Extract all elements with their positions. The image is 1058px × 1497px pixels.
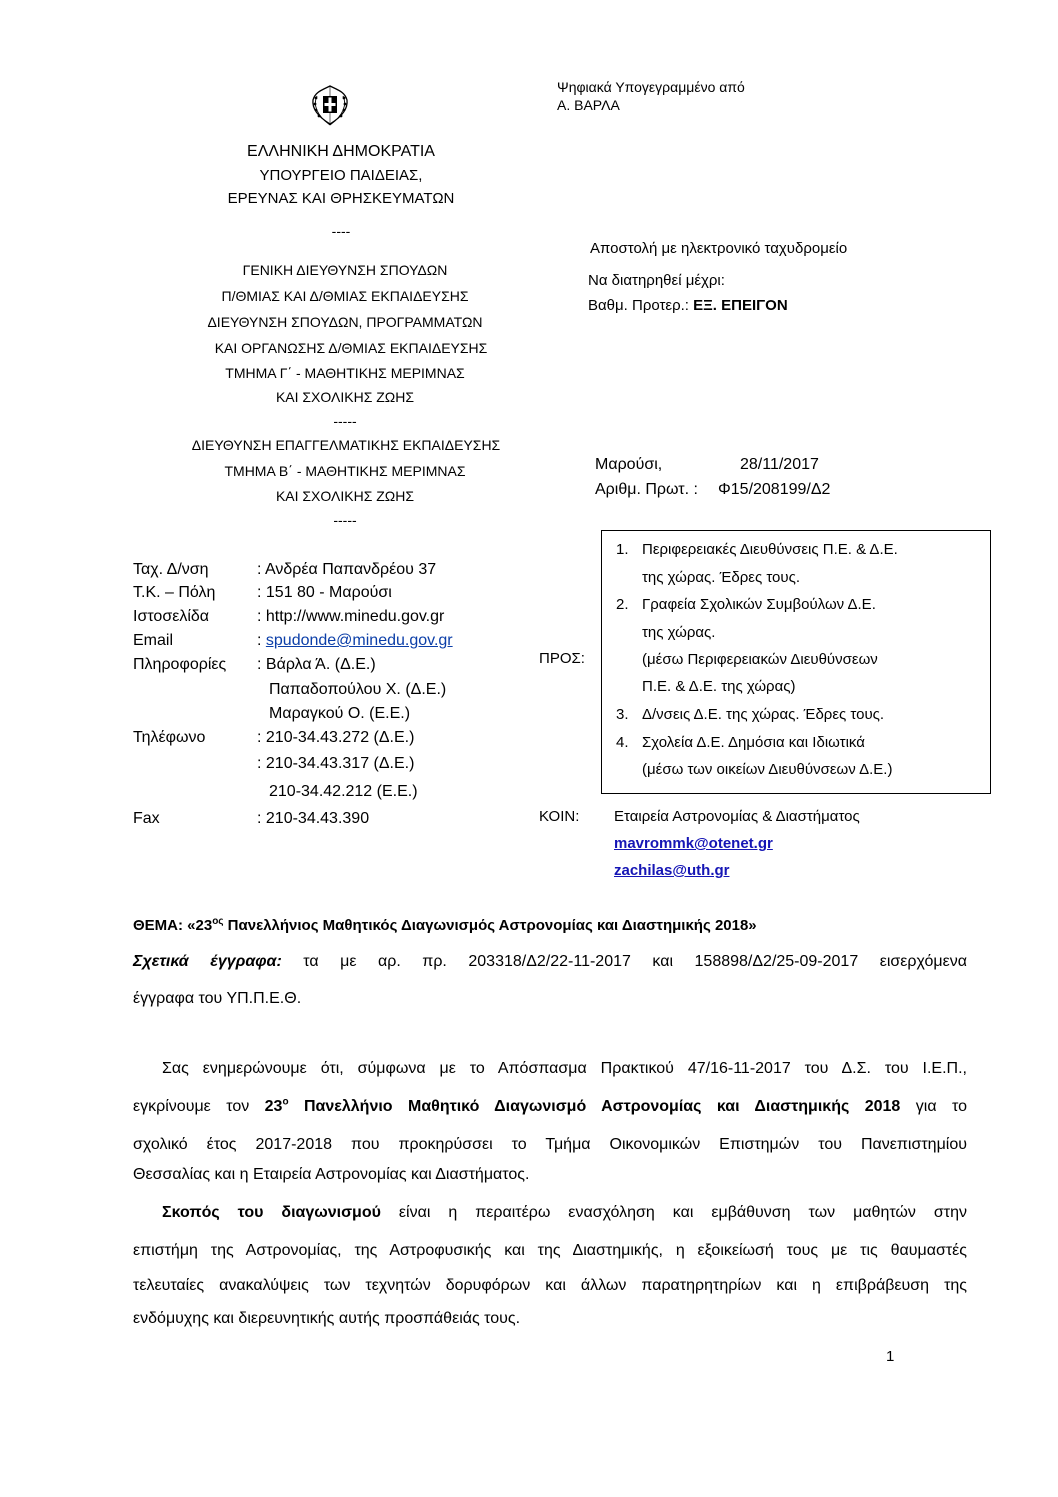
cc-org: Εταιρεία Αστρονομίας & Διαστήματος — [614, 808, 860, 825]
separator: ---- — [331, 223, 351, 239]
contact-value: Μαραγκού Ο. (Ε.Ε.) — [269, 705, 411, 722]
recipient-line: της χώρας. Έδρες τους. — [642, 569, 800, 586]
contact-value: : 151 80 - Μαρούσι — [257, 584, 392, 601]
email-row — [257, 632, 453, 650]
body-line: τελευταίες ανακαλύψεις των τεχνητών δορυφόρων και άλλων παρατηρητηρίων και η επιβράβευση της — [133, 1277, 967, 1294]
recipient-line: της χώρας. — [642, 624, 716, 641]
contact-value: : Βάρλα Ά. (Δ.Ε.) — [257, 656, 376, 673]
place: Μαρούσι, — [595, 456, 663, 473]
contact-value: Παπαδοπούλου Χ. (Δ.Ε.) — [269, 681, 447, 698]
priority-value: ΕΞ. ΕΠΕΙΓΟΝ — [693, 297, 788, 314]
ministry-line2: ΕΡΕΥΝΑΣ ΚΑΙ ΘΡΗΣΚΕΥΜΑΤΩΝ — [227, 190, 455, 207]
republic-name: ΕΛΛΗΝΙΚΗ ΔΗΜΟΚΡΑΤΙΑ — [247, 143, 435, 160]
body-line — [162, 1204, 967, 1222]
directorate-line: ΚΑΙ ΟΡΓΑΝΩΣΗΣ Δ/ΘΜΙΑΣ ΕΚΠΑΙΔΕΥΣΗΣ — [214, 340, 488, 356]
recipient-number: 2. — [616, 596, 629, 613]
recipient-line: Π.Ε. & Δ.Ε. της χώρας) — [642, 678, 796, 695]
cc-email-link[interactable]: mavrommk@otenet.gr — [614, 835, 773, 852]
body-line: ενδόμυχης και διερευνητικής αυτής προσπάθειάς τους. — [133, 1310, 521, 1327]
contact-label: Ταχ. Δ/νση — [133, 561, 209, 578]
website-value: : http://www.minedu.gov.gr — [257, 608, 445, 625]
body-line — [133, 1098, 967, 1116]
signature-line2: Α. ΒΑΡΛΑ — [557, 97, 620, 113]
contact-value: : 210-34.43.272 (Δ.Ε.) — [257, 729, 415, 746]
directorate-line: ΚΑΙ ΣΧΟΛΙΚΗΣ ΖΩΗΣ — [275, 488, 415, 504]
related-label: Σχετικά έγγραφα: — [133, 953, 282, 970]
separator: ----- — [333, 413, 357, 429]
recipient-line: Περιφερειακές Διευθύνσεις Π.Ε. & Δ.Ε. — [642, 541, 898, 558]
cc-label: ΚΟΙΝ: — [539, 808, 580, 825]
subject-sup: ος — [212, 916, 224, 927]
contact-value: : 210-34.43.317 (Δ.Ε.) — [257, 755, 415, 772]
body-line: Θεσσαλίας και η Εταιρεία Αστρονομίας και Διαστήματος. — [133, 1166, 530, 1183]
page-number: 1 — [886, 1348, 895, 1365]
contact-value: : 210-34.43.390 — [257, 810, 370, 827]
directorate-line: ΤΜΗΜΑ Γ΄ - ΜΑΘΗΤΙΚΗΣ ΜΕΡΙΜΝΑΣ — [225, 365, 465, 381]
contact-label: Fax — [133, 810, 160, 827]
contact-value: : Ανδρέα Παπανδρέου 37 — [257, 561, 437, 578]
email-link[interactable]: spudonde@minedu.gov.gr — [265, 632, 453, 649]
recipient-line: Γραφεία Σχολικών Συμβούλων Δ.Ε. — [642, 596, 876, 613]
contact-value: 210-34.42.212 (Ε.Ε.) — [269, 783, 418, 800]
subject-text: Πανελλήνιος Μαθητικός Διαγωνισμός Αστρονομίας και Διαστημικής 2018» — [223, 917, 757, 934]
priority-label: Βαθμ. Προτερ.: — [588, 297, 694, 314]
cc-email-link[interactable]: zachilas@uth.gr — [614, 862, 730, 879]
subject-label: ΘΕΜΑ: «23 — [133, 917, 213, 934]
related-text: τα με αρ. πρ. 203318/Δ2/22-11-2017 και 158898/Δ2/25-09-2017 εισερχόμενα — [281, 953, 968, 970]
directorate-line: Π/ΘΜΙΑΣ ΚΑΙ Δ/ΘΜΙΑΣ ΕΚΠΑΙΔΕΥΣΗΣ — [221, 288, 469, 304]
email-prefix: : — [257, 632, 266, 649]
recipient-line: Δ/νσεις Δ.Ε. της χώρας. Έδρες τους. — [642, 706, 885, 723]
recipient-number: 3. — [616, 706, 629, 723]
protocol-label: Αριθμ. Πρωτ. : — [595, 481, 698, 498]
signature-line1: Ψηφιακά Υπογεγραμμένο από — [557, 79, 745, 95]
directorate-line: ΓΕΝΙΚΗ ΔΙΕΥΘΥΝΣΗ ΣΠΟΥΔΩΝ — [242, 262, 448, 278]
related-line1 — [133, 953, 967, 971]
greek-state-emblem-icon — [307, 82, 353, 128]
contact-label: Email — [133, 632, 174, 649]
directorate-line: ΔΙΕΥΘΥΝΣΗ ΕΠΑΓΓΕΛΜΑΤΙΚΗΣ ΕΚΠΑΙΔΕΥΣΗΣ — [191, 437, 501, 453]
directorate-line: ΤΜΗΜΑ Β΄ - ΜΑΘΗΤΙΚΗΣ ΜΕΡΙΜΝΑΣ — [224, 463, 466, 479]
priority — [588, 297, 788, 314]
body-line: σχολικό έτος 2017-2018 που προκηρύσσει το Τμήμα Οικονομικών Επιστημών του Πανεπιστημίου — [133, 1136, 967, 1153]
recipient-line: Σχολεία Δ.Ε. Δημόσια και Ιδιωτικά — [642, 734, 865, 751]
body-text: είναι η περαιτέρω ενασχόληση και εμβάθυνση των μαθητών στην — [380, 1204, 967, 1221]
contact-label: Τ.Κ. – Πόλη — [133, 584, 216, 601]
related-line2: έγγραφα του ΥΠ.Π.Ε.Θ. — [133, 990, 302, 1007]
body-text: για το — [900, 1098, 967, 1115]
delivery-method: Αποστολή με ηλεκτρονικό ταχυδρομείο — [590, 240, 848, 257]
directorate-line: ΚΑΙ ΣΧΟΛΙΚΗΣ ΖΩΗΣ — [275, 389, 415, 405]
date: 28/11/2017 — [740, 456, 819, 473]
body-bold: Σκοπός του διαγωνισμού — [162, 1204, 381, 1221]
directorate-line: ΔΙΕΥΘΥΝΣΗ ΣΠΟΥΔΩΝ, ΠΡΟΓΡΑΜΜΑΤΩΝ — [207, 314, 483, 330]
body-line: επιστήμη της Αστρονομίας, της Αστροφυσικής και της Διαστημικής, η εξοικείωσή τους με τις θαυμαστές — [133, 1242, 967, 1259]
body-line: Σας ενημερώνουμε ότι, σύμφωνα με το Απόσπασμα Πρακτικού 47/16-11-2017 του Δ.Σ. του Ι.Ε.Π., — [162, 1060, 967, 1077]
body-text: εγκρίνουμε τον — [133, 1098, 265, 1115]
contact-label: Ιστοσελίδα — [133, 608, 210, 625]
separator: ----- — [333, 512, 357, 528]
body-bold: Πανελλήνιο Μαθητικό Διαγωνισμό Αστρονομίας και Διαστημικής 2018 — [288, 1098, 901, 1115]
recipient-line: (μέσω Περιφερειακών Διευθύνσεων — [642, 651, 878, 668]
body-bold: 23 — [264, 1098, 283, 1115]
protocol-number: Φ15/208199/Δ2 — [718, 481, 831, 498]
contact-label: Τηλέφωνο — [133, 729, 206, 746]
recipients-label: ΠΡΟΣ: — [539, 650, 585, 667]
recipient-number: 1. — [616, 541, 629, 558]
contact-label: Πληροφορίες — [133, 656, 227, 673]
retain-until: Να διατηρηθεί μέχρι: — [588, 272, 725, 289]
ministry-line1: ΥΠΟΥΡΓΕΙΟ ΠΑΙΔΕΙΑΣ, — [259, 167, 423, 184]
subject — [133, 917, 757, 934]
recipient-number: 4. — [616, 734, 629, 751]
body-sup: ο — [282, 1096, 289, 1108]
recipient-line: (μέσω των οικείων Διευθύνσεων Δ.Ε.) — [642, 761, 893, 778]
